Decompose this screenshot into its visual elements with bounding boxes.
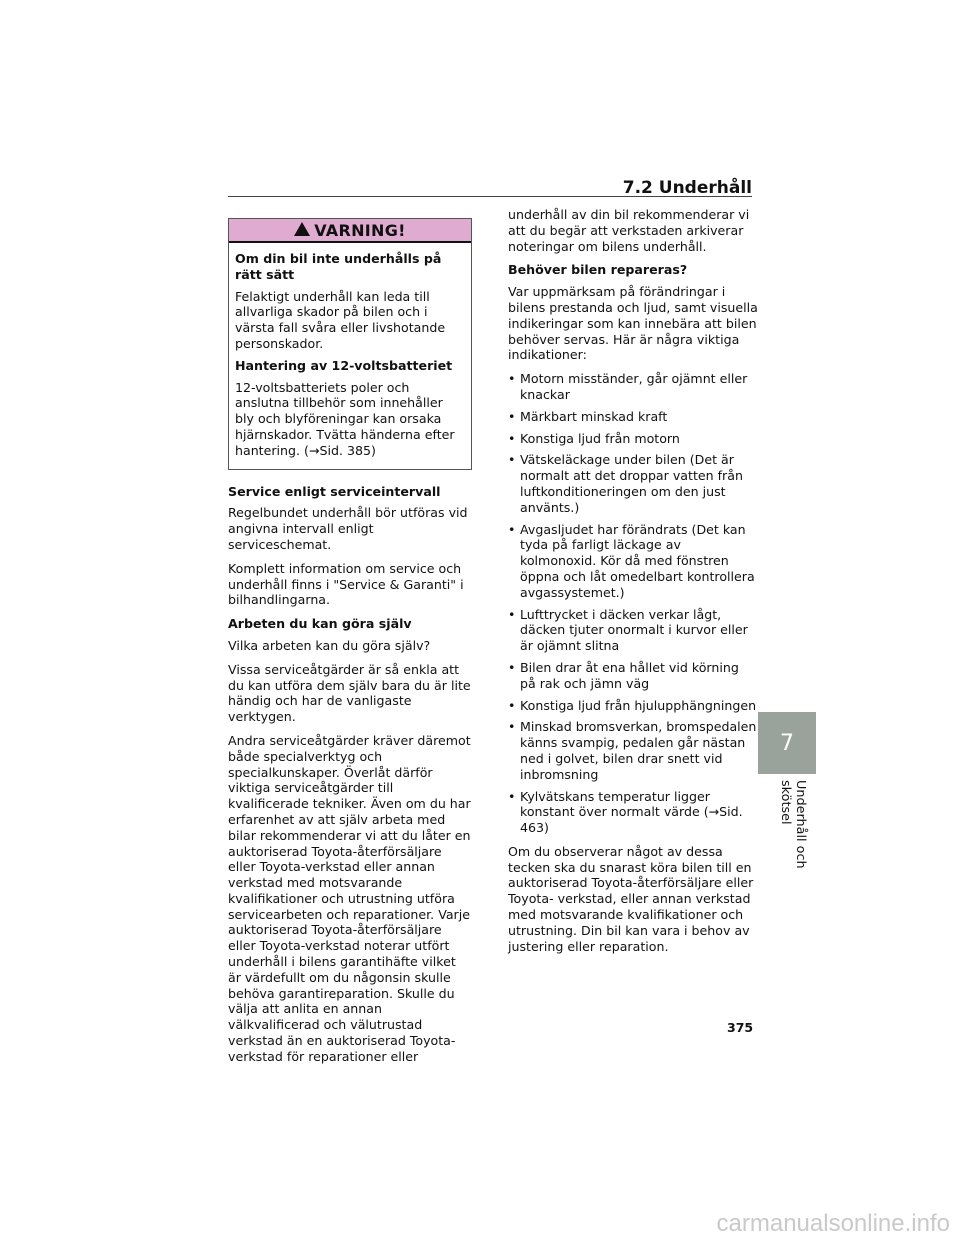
- list-item: • Lufttrycket i däcken verkar lågt, däcken tjuter onormalt i kurvor eller är ojämnt slitna: [508, 607, 758, 654]
- paragraph: Regelbundet underhåll bör utföras vid angivna intervall enligt serviceschemat.: [228, 505, 468, 552]
- list-item: • Minskad bromsverkan, bromspedalen känns svampig, pedalen går nästan ned i golvet, bilen drar snett vid inbromsning: [508, 719, 758, 782]
- list-item: • Bilen drar åt ena hållet vid körning på rak och jämn väg: [508, 660, 758, 692]
- left-column: [228, 212, 472, 1073]
- warning-header: [229, 219, 471, 243]
- header-divider: [228, 196, 752, 197]
- heading-diy-work: Arbeten du kan göra själv: [228, 616, 412, 632]
- warning-heading-maintenance: Om din bil inte underhålls på rätt sätt: [235, 251, 442, 282]
- list-item: • Konstiga ljud från hjulupphängningen: [508, 698, 758, 714]
- paragraph: Vissa serviceåtgärder är så enkla att du kan utföra dem själv bara du är lite händig och har de vanligaste verktygen.: [228, 661, 471, 725]
- warning-body: [229, 243, 471, 469]
- paragraph: Andra serviceåtgärder kräver däremot både specialverktyg och specialkunskaper. Överlåt därför viktiga serviceåtgärder till kvalificerade tekniker. Även om du har erfarenhet av att själv arbeta med bilar rekommenderar vi att du låter en auktoriserad Toyota-återförsäljare eller Toyota-verkstad eller annan verkstad med motsvarande kvalifikationer och utrustning utföra servicearbeten och reparationer. Varje auktoriserad Toyota-återförsäljare eller Toyota-verkstad noterar utfört underhåll i bilens garantihäfte vilket är värdefullt om du någonsin skulle behöva garantireparation. Skulle du välja att anlita en annan välkvalificerad och välutrustad verkstad än en auktoriserad Toyota-verkstad för reparationer eller: [228, 732, 471, 1064]
- watermark: carmanualsonline.info: [716, 1210, 950, 1237]
- paragraph: Om du observerar något av dessa tecken ska du snarast köra bilen till en auktoriserad Toyota-återförsäljare eller Toyota- verkstad, eller annan verkstad med motsvarande kvalifikationer och utrustning. Din bil kan vara i behov av justering eller reparation.: [508, 843, 754, 954]
- warning-text-maintenance: Felaktigt underhåll kan leda till allvarliga skador på bilen och i värsta fall svåra eller livshotande personskador.: [235, 288, 446, 351]
- warning-triangle-icon: [294, 222, 310, 236]
- list-item: • Märkbart minskad kraft: [508, 409, 758, 425]
- warning-text-battery: 12-voltsbatteriets poler och anslutna tillbehör som innehåller bly och blyföreningar kan orsaka hjärnskador. Tvätta händerna efter hantering. (→Sid. 385): [235, 379, 455, 458]
- list-item: • Konstiga ljud från motorn: [508, 431, 758, 447]
- page-number: 375: [727, 1020, 754, 1035]
- paragraph: Var uppmärksam på förändringar i bilens prestanda och ljud, samt visuella indikeringar som kan innebära att bilen behöver servas. Här är några viktiga indikationer:: [508, 284, 758, 363]
- chapter-number: 7: [780, 730, 794, 756]
- section-title: 7.2 Underhåll: [622, 178, 752, 198]
- chapter-tab[interactable]: [758, 712, 816, 774]
- indication-list: [508, 371, 758, 836]
- right-column: [508, 207, 758, 962]
- list-item: • Vätskeläckage under bilen (Det är normalt att det droppar vatten från luftkonditioneringen om den just använts.): [508, 452, 758, 515]
- warning-heading-battery: Hantering av 12-voltsbatteriet: [235, 357, 453, 373]
- warning-title: VARNING!: [314, 220, 406, 240]
- list-item: • Kylvätskans temperatur ligger konstant över normalt värde (→Sid. 463): [508, 789, 758, 836]
- paragraph: Vilka arbeten kan du göra själv?: [228, 637, 431, 653]
- chapter-label: Underhåll och skötsel: [778, 780, 808, 869]
- heading-service-interval: Service enligt serviceintervall: [228, 483, 441, 499]
- paragraph: Komplett information om service och underhåll finns i "Service & Garanti" i bilhandlingarna.: [228, 560, 464, 608]
- paragraph: underhåll av din bil rekommenderar vi att du begär att verkstaden arkiverar noteringar om bilens underhåll.: [508, 207, 750, 254]
- warning-box: [228, 218, 472, 470]
- list-item: • Motorn misständer, går ojämnt eller knackar: [508, 371, 758, 403]
- list-item: • Avgasljudet har förändrats (Det kan tyda på farligt läckage av kolmonoxid. Kör då med fönstren öppna och låt omedelbart kontrollera avgassystemet.): [508, 522, 758, 601]
- heading-repair-needed: Behöver bilen repareras?: [508, 262, 688, 278]
